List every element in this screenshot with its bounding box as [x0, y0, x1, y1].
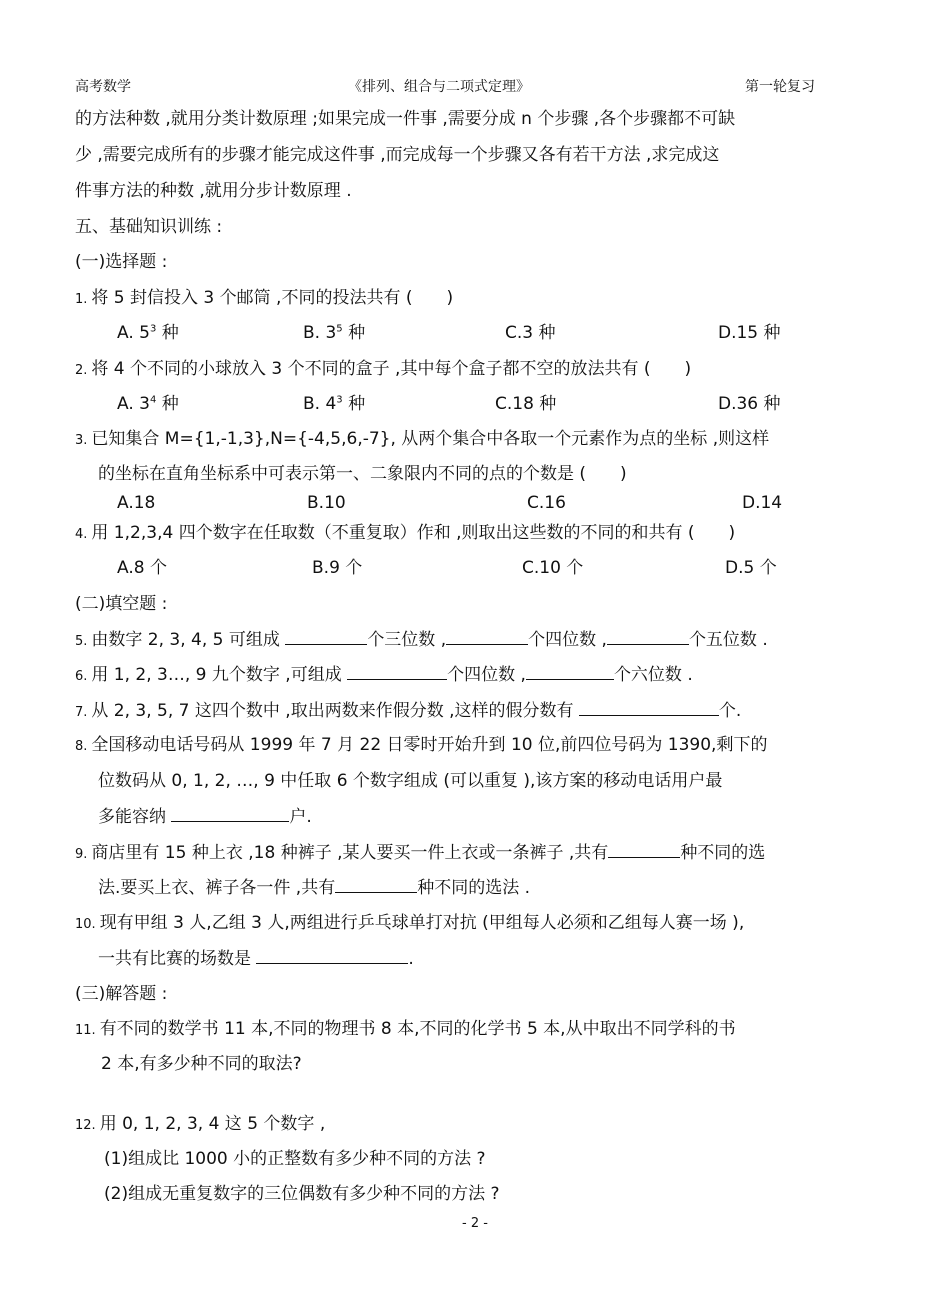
q1-text: 将 5 封信投入 3 个邮筒 ,不同的投法共有 ( ) [91, 288, 454, 308]
q5-text-4: 个五位数 . [688, 630, 768, 650]
q9-line-1 [75, 841, 765, 866]
q9-text-1b: 种不同的选 [680, 843, 766, 863]
q3-option-a: A.18 [117, 493, 156, 513]
q8-text-1: 全国移动电话号码从 1999 年 7 月 22 日零时开始升到 10 位,前四位号码为 1390,剩下的 [91, 735, 768, 755]
intro-line-3: 件事方法的种数 ,就用分步计数原理 . [75, 181, 352, 201]
q9-blank-2[interactable] [335, 876, 417, 893]
q11-line-1 [75, 1018, 736, 1042]
q4-option-c: C.10 个 [522, 558, 584, 578]
q3-stem-2: 的坐标在直角坐标系中可表示第一、二象限内不同的点的个数是 ( ) [98, 464, 627, 484]
q9-number: 9. [75, 847, 88, 862]
q10-text-1: 现有甲组 3 人,乙组 3 人,两组进行乒乓球单打对抗 (甲组每人必须和乙组每人赛一场 ), [99, 913, 745, 933]
header-right: 第一轮复习 [745, 79, 815, 95]
intro-line-1: 的方法种数 ,就用分类计数原理 ;如果完成一件事 ,需要分成 n 个步骤 ,各个步骤都不可缺 [75, 109, 736, 129]
q1-option-d: D.15 种 [718, 323, 781, 343]
q10-text-2b: . [408, 949, 414, 969]
q12-sub-2: (2)组成无重复数字的三位偶数有多少种不同的方法 ? [104, 1184, 500, 1204]
q12-text-1: 用 0, 1, 2, 3, 4 这 5 个数字 , [99, 1114, 326, 1134]
q10-blank[interactable] [256, 947, 408, 964]
q6-blank-1[interactable] [347, 663, 447, 680]
intro-line-2: 少 ,需要完成所有的步骤才能完成这件事 ,而完成每一个步骤又各有若干方法 ,求完成这 [75, 145, 720, 165]
q3-option-c: C.16 [527, 493, 566, 513]
q5-text-2: 个三位数 , [367, 630, 447, 650]
q6-number: 6. [75, 669, 88, 684]
q3-number: 3. [75, 433, 88, 448]
q2-option-c: C.18 种 [495, 394, 557, 414]
q8-number: 8. [75, 739, 88, 754]
q5-blank-3[interactable] [607, 628, 689, 645]
q9-line-2 [98, 876, 530, 899]
part1-title: (一)选择题 : [75, 252, 168, 272]
q9-text-1a: 商店里有 15 种上衣 ,18 种裤子 ,某人要买一件上衣或一条裤子 ,共有 [91, 843, 609, 863]
q10-text-2a: 一共有比赛的场数是 [98, 949, 251, 969]
q8-blank[interactable] [171, 805, 289, 822]
q12-number: 12. [75, 1118, 96, 1133]
part3-title: (三)解答题 : [75, 984, 168, 1004]
q8-text-3a: 多能容纳 [98, 807, 166, 827]
q7-text-2: 个. [718, 701, 742, 721]
q6-text-2: 个四位数 , [447, 665, 526, 685]
q7-text-1: 从 2, 3, 5, 7 这四个数中 ,取出两数来作假分数 ,这样的假分数有 [91, 701, 574, 721]
q2-option-d: D.36 种 [718, 394, 781, 414]
q3-stem-1 [75, 428, 769, 452]
q3-option-d: D.14 [742, 493, 783, 513]
q6-blank-2[interactable] [526, 663, 614, 680]
q5-text-3: 个四位数 , [528, 630, 607, 650]
q5-text-1: 由数字 2, 3, 4, 5 可组成 [91, 630, 280, 650]
q8-line-3 [98, 805, 312, 828]
q2-option-b: B. $4^3$ 种 [303, 394, 366, 414]
q8-text-3b: 户. [289, 807, 312, 827]
page-number: - 2 - [462, 1216, 488, 1231]
q3-text-1: 已知集合 M={1,-1,3},N={-4,5,6,-7}, 从两个集合中各取一个元素作为点的坐标 ,则这样 [91, 429, 770, 449]
q9-blank-1[interactable] [608, 841, 680, 858]
q12-sub-1: (1)组成比 1000 小的正整数有多少种不同的方法 ? [104, 1149, 486, 1169]
q7-blank[interactable] [579, 699, 719, 716]
q9-text-2a: 法.要买上衣、裤子各一件 ,共有 [98, 878, 336, 898]
header-left: 高考数学 [75, 79, 131, 95]
q7-line [75, 699, 741, 724]
q1-option-a: A. $5^3$ 种 [117, 323, 179, 343]
q6-line [75, 663, 693, 688]
q1-stem [75, 287, 453, 311]
q7-number: 7. [75, 705, 88, 720]
part2-title: (二)填空题 : [75, 594, 168, 614]
q2-stem [75, 358, 691, 382]
q3-option-b: B.10 [307, 493, 346, 513]
q1-number: 1. [75, 292, 88, 307]
q6-text-1: 用 1, 2, 3…, 9 九个数字 ,可组成 [91, 665, 342, 685]
q2-number: 2. [75, 363, 88, 378]
q8-line-2: 位数码从 0, 1, 2, …, 9 中任取 6 个数字组成 (可以重复 ),该方案的移动电话用户最 [98, 771, 723, 791]
header-center: 《排列、组合与二项式定理》 [348, 79, 530, 95]
q6-text-3: 个六位数 . [613, 665, 693, 685]
q5-number: 5. [75, 634, 88, 649]
q12-line-1 [75, 1113, 325, 1137]
q5-blank-1[interactable] [285, 628, 367, 645]
q4-number: 4. [75, 527, 88, 542]
q5-line [75, 628, 768, 653]
q4-option-b: B.9 个 [312, 558, 363, 578]
q10-line-2 [98, 947, 414, 970]
section-title: 五、基础知识训练 : [75, 217, 223, 237]
q5-blank-2[interactable] [446, 628, 528, 645]
q1-option-c: C.3 种 [505, 323, 556, 343]
q1-option-b: B. $3^5$ 种 [303, 323, 366, 343]
q4-text: 用 1,2,3,4 四个数字在任取数（不重复取）作和 ,则取出这些数的不同的和共有 ( ) [91, 523, 736, 543]
q4-stem [75, 522, 735, 546]
q4-option-d: D.5 个 [725, 558, 777, 578]
q4-option-a: A.8 个 [117, 558, 167, 578]
q10-line-1 [75, 912, 744, 936]
q9-text-2b: 种不同的选法 . [417, 878, 531, 898]
q11-number: 11. [75, 1023, 96, 1038]
q10-number: 10. [75, 917, 96, 932]
q8-line-1 [75, 734, 767, 758]
q2-option-a: A. $3^4$ 种 [117, 394, 179, 414]
q11-line-2: 2 本,有多少种不同的取法? [101, 1054, 302, 1074]
q2-text: 将 4 个不同的小球放入 3 个不同的盒子 ,其中每个盒子都不空的放法共有 ( ) [91, 359, 692, 379]
q11-text-1: 有不同的数学书 11 本,不同的物理书 8 本,不同的化学书 5 本,从中取出不同学科的书 [99, 1019, 736, 1039]
